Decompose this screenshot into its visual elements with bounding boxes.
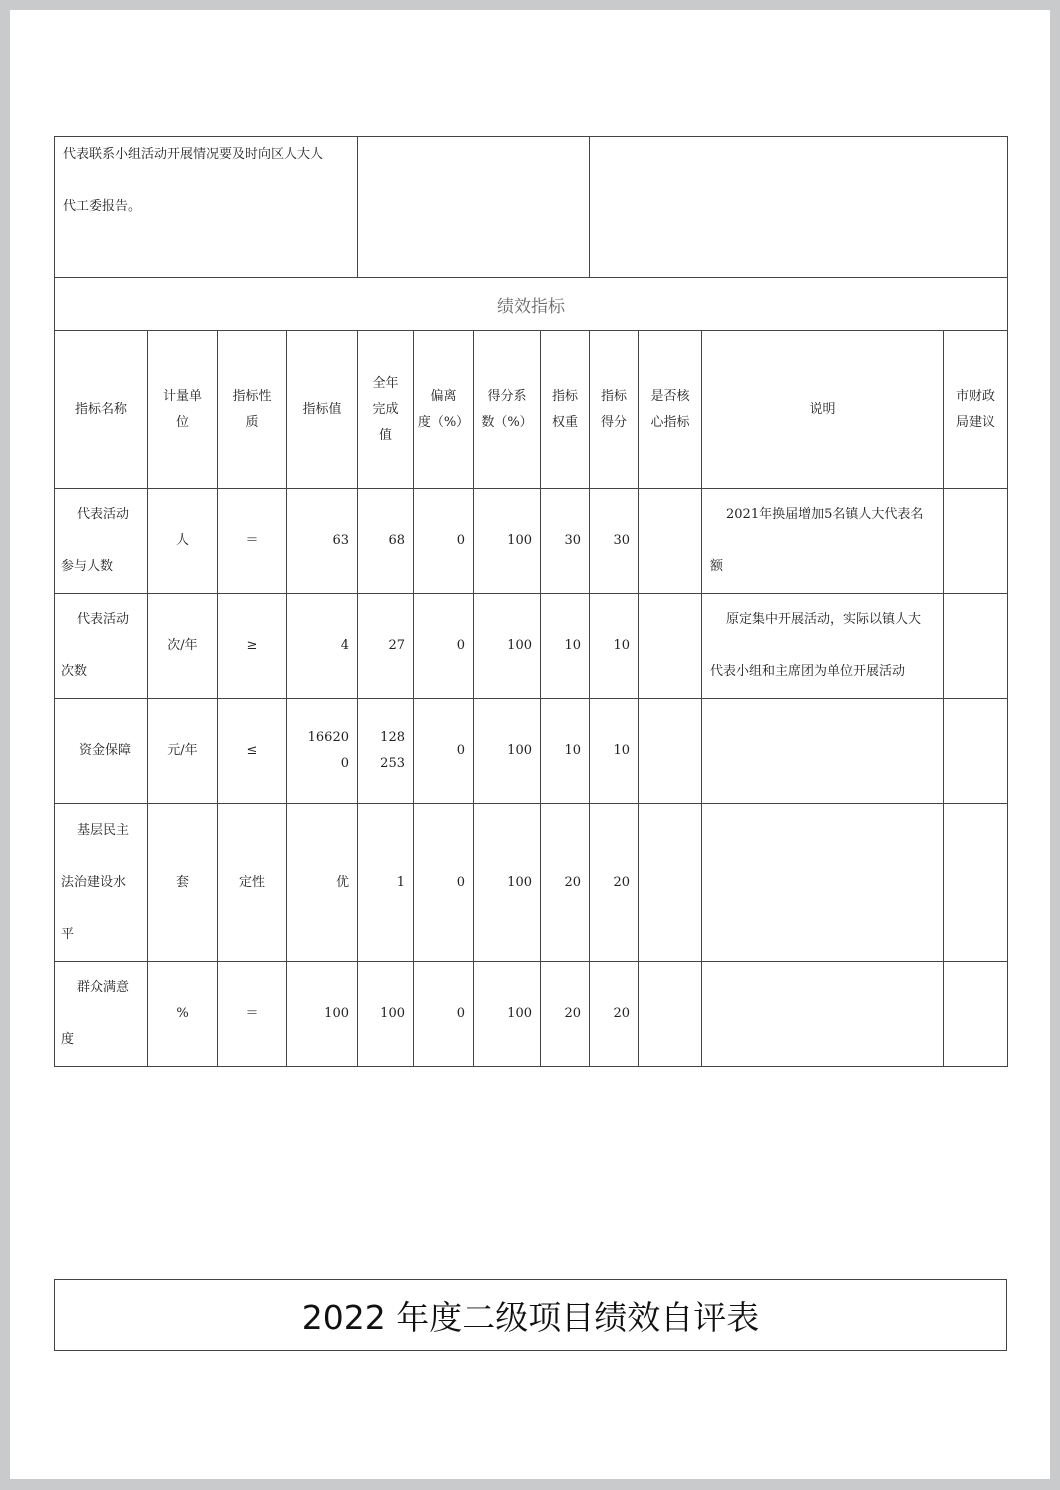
cell-indicator-name-line: 法治建设水 xyxy=(61,874,127,890)
cell-deviation: 0 xyxy=(414,699,474,804)
header-label: 质 xyxy=(245,414,259,430)
cell-note-line: 代表小组和主席团为单位开展活动 xyxy=(710,664,906,679)
cell-weight: 10 xyxy=(541,594,590,699)
cell-score: 10 xyxy=(590,699,639,804)
cell-deviation: 0 xyxy=(414,489,474,594)
cell-core xyxy=(639,962,702,1067)
cell-score: 10 xyxy=(590,594,639,699)
header-label: 指标 xyxy=(600,388,627,404)
cell-indicator-name-line: 次数 xyxy=(61,664,88,679)
cell-coefficient: 100 xyxy=(474,804,541,962)
header-actual xyxy=(358,331,414,489)
header-weight xyxy=(541,331,590,489)
header-label: 指标性 xyxy=(232,388,272,404)
cell-target-line: 0 xyxy=(340,756,349,771)
header-note xyxy=(702,331,944,489)
cell-note-line: 2021年换届增加5名镇人大代表名 xyxy=(726,507,924,522)
cell-score: 20 xyxy=(590,962,639,1067)
cell-target-line: 优 xyxy=(335,874,349,890)
table-row xyxy=(55,699,1008,804)
cell-unit: 元/年 xyxy=(148,699,218,804)
cell-coefficient: 100 xyxy=(474,489,541,594)
prior-text-cell xyxy=(55,137,358,278)
prior-text-line1: 代表联系小组活动开展情况要及时向区人大人 xyxy=(63,147,324,162)
cell-weight: 10 xyxy=(541,699,590,804)
table-row xyxy=(55,962,1008,1067)
cell-target xyxy=(287,962,358,1067)
table-row xyxy=(55,489,1008,594)
cell-target-line: 4 xyxy=(340,638,349,653)
cell-unit: 套 xyxy=(148,804,218,962)
cell-actual-line: 27 xyxy=(388,638,405,653)
cell-unit: 人 xyxy=(148,489,218,594)
table-row xyxy=(55,594,1008,699)
header-score xyxy=(590,331,639,489)
header-suggestion xyxy=(944,331,1008,489)
cell-coefficient: 100 xyxy=(474,699,541,804)
cell-indicator-name xyxy=(55,489,148,594)
table-body xyxy=(55,489,1008,1067)
cell-actual-line: 1 xyxy=(396,874,405,890)
header-label: 计量单 xyxy=(162,388,202,404)
top-continuation-table xyxy=(54,136,1008,331)
cell-note-line: 额 xyxy=(710,559,724,574)
cell-deviation: 0 xyxy=(414,804,474,962)
cell-score: 20 xyxy=(590,804,639,962)
cell-coefficient: 100 xyxy=(474,594,541,699)
cell-nature: ＝ xyxy=(218,962,287,1067)
cell-indicator-name xyxy=(55,594,148,699)
header-label: 指标 xyxy=(551,388,578,404)
header-label: 说明 xyxy=(809,401,836,417)
table-row xyxy=(55,804,1008,962)
header-label: 度（%） xyxy=(417,414,470,430)
cell-target xyxy=(287,489,358,594)
cell-actual xyxy=(358,699,414,804)
cell-suggestion xyxy=(944,489,1008,594)
cell-nature: ≥ xyxy=(218,594,287,699)
cell-actual-line: 68 xyxy=(388,533,405,548)
cell-suggestion xyxy=(944,699,1008,804)
header-label: 心指标 xyxy=(650,414,690,430)
cell-actual xyxy=(358,962,414,1067)
header-label: 是否核 xyxy=(650,388,690,404)
cell-deviation: 0 xyxy=(414,594,474,699)
cell-core xyxy=(639,804,702,962)
cell-indicator-name-line: 资金保障 xyxy=(78,743,131,758)
cell-note xyxy=(702,962,944,1067)
cell-note xyxy=(702,699,944,804)
header-target xyxy=(287,331,358,489)
cell-weight: 30 xyxy=(541,489,590,594)
cell-target xyxy=(287,699,358,804)
header-coefficient xyxy=(474,331,541,489)
cell-unit: % xyxy=(148,962,218,1067)
cell-indicator-name-line: 代表活动 xyxy=(77,507,130,522)
header-label: 偏离 xyxy=(430,388,457,404)
header-label: 指标值 xyxy=(302,401,342,417)
cell-actual xyxy=(358,489,414,594)
cell-note xyxy=(702,594,944,699)
cell-actual-line: 100 xyxy=(380,1006,405,1021)
cell-indicator-name-line: 平 xyxy=(61,926,75,942)
cell-core xyxy=(639,699,702,804)
header-label: 全年 xyxy=(372,375,399,391)
header-label: 值 xyxy=(378,427,392,443)
header-label: 指标名称 xyxy=(74,401,127,417)
empty-cell xyxy=(358,137,590,278)
cell-deviation: 0 xyxy=(414,962,474,1067)
cell-indicator-name-line: 参与人数 xyxy=(61,559,114,574)
cell-coefficient: 100 xyxy=(474,962,541,1067)
cell-indicator-name-line: 基层民主 xyxy=(77,822,130,838)
header-unit xyxy=(148,331,218,489)
header-name xyxy=(55,331,148,489)
form-title: 2022 年度二级项目绩效自评表 xyxy=(54,1279,1007,1351)
cell-target-line: 63 xyxy=(332,533,349,548)
cell-unit: 次/年 xyxy=(148,594,218,699)
cell-target-line: 16620 xyxy=(307,730,349,745)
header-label: 位 xyxy=(175,414,189,430)
cell-target xyxy=(287,804,358,962)
cell-note xyxy=(702,489,944,594)
cell-note-line: 原定集中开展活动，实际以镇人大 xyxy=(726,612,922,627)
cell-actual-line: 128 xyxy=(380,730,405,745)
cell-core xyxy=(639,594,702,699)
cell-suggestion xyxy=(944,962,1008,1067)
cell-actual xyxy=(358,804,414,962)
cell-indicator-name xyxy=(55,699,148,804)
cell-suggestion xyxy=(944,594,1008,699)
document-page xyxy=(10,10,1050,1479)
cell-weight: 20 xyxy=(541,962,590,1067)
header-label: 数（%） xyxy=(481,414,533,430)
empty-cell xyxy=(590,137,1008,278)
cell-note xyxy=(702,804,944,962)
section-title: 绩效指标 xyxy=(55,278,1008,331)
header-nature xyxy=(218,331,287,489)
cell-actual xyxy=(358,594,414,699)
cell-nature: ＝ xyxy=(218,489,287,594)
header-label: 完成 xyxy=(372,401,399,417)
performance-indicator-table xyxy=(54,330,1008,1067)
cell-target-line: 100 xyxy=(324,1006,349,1021)
cell-score: 30 xyxy=(590,489,639,594)
header-label: 权重 xyxy=(551,414,578,430)
header-label: 得分系 xyxy=(487,388,527,404)
cell-suggestion xyxy=(944,804,1008,962)
prior-text-line2: 代工委报告。 xyxy=(63,199,142,214)
cell-weight: 20 xyxy=(541,804,590,962)
cell-indicator-name-line: 代表活动 xyxy=(77,612,130,627)
cell-indicator-name-line: 群众满意 xyxy=(77,980,130,995)
cell-nature: 定性 xyxy=(218,804,287,962)
cell-core xyxy=(639,489,702,594)
cell-indicator-name xyxy=(55,962,148,1067)
cell-indicator-name xyxy=(55,804,148,962)
header-label: 得分 xyxy=(600,414,627,430)
cell-target xyxy=(287,594,358,699)
header-label: 市财政 xyxy=(955,388,995,404)
header-deviation xyxy=(414,331,474,489)
cell-nature: ≤ xyxy=(218,699,287,804)
cell-actual-line: 253 xyxy=(380,756,405,771)
header-core xyxy=(639,331,702,489)
header-row xyxy=(55,331,1008,489)
header-label: 局建议 xyxy=(955,414,995,430)
cell-indicator-name-line: 度 xyxy=(61,1032,75,1047)
